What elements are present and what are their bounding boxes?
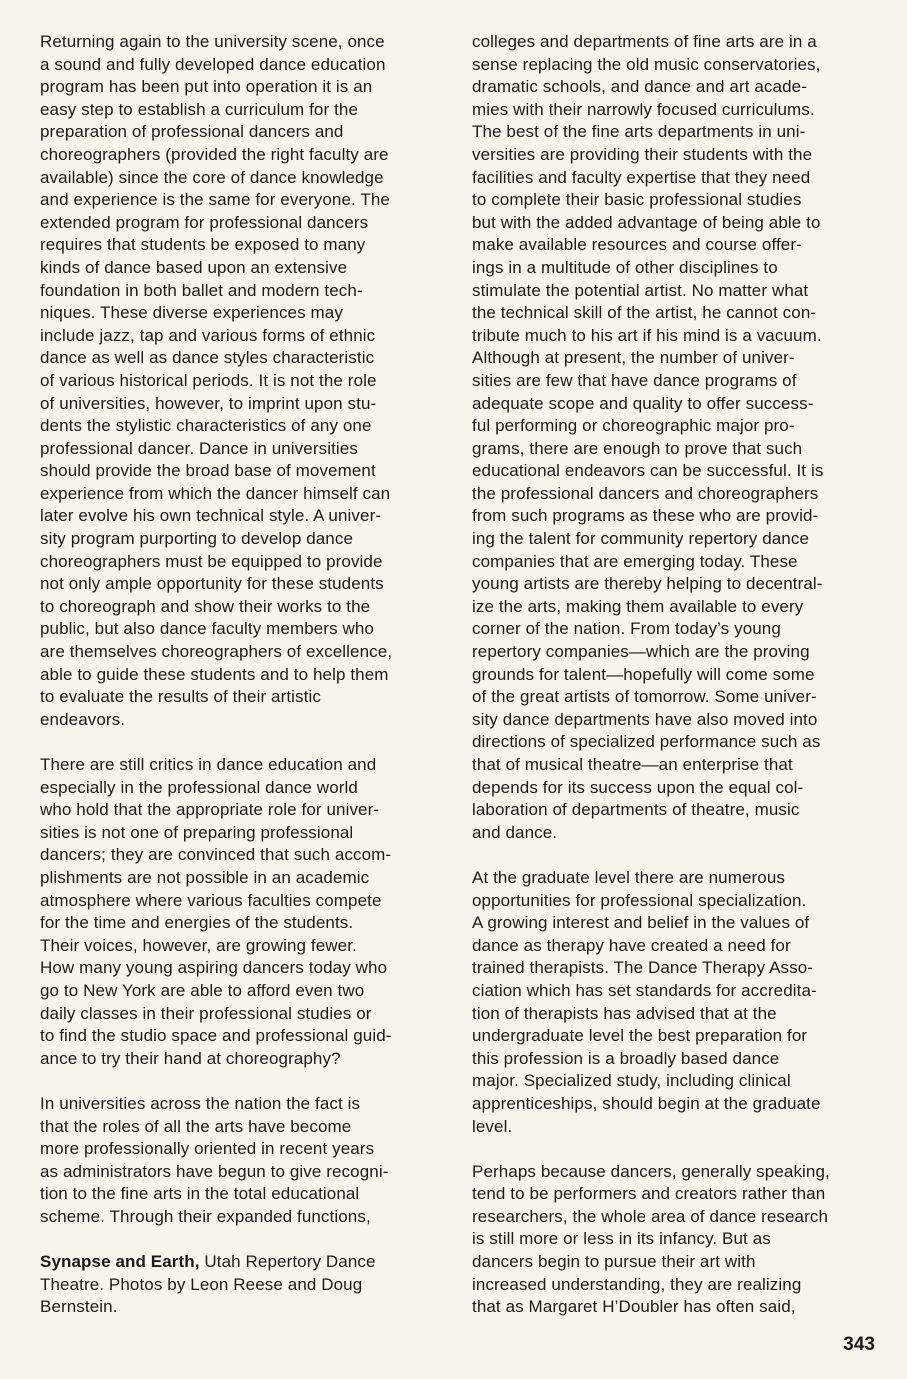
text-line: the technical skill of the artist, he cannot con- xyxy=(472,303,817,323)
text-line: sense replacing the old music conservatories, xyxy=(472,54,821,74)
text-line: include jazz, tap and various forms of ethnic xyxy=(40,325,376,345)
text-line: A growing interest and belief in the values of xyxy=(472,913,810,933)
text-line: plishments are not possible in an academic xyxy=(40,867,370,887)
text-line: daily classes in their professional studies or xyxy=(40,1003,372,1023)
text-line: sity dance departments have also moved into xyxy=(472,709,818,729)
text-line: of the great artists of tomorrow. Some univer- xyxy=(472,687,817,707)
right-column xyxy=(472,31,882,1341)
text-line: public, but also dance faculty members who xyxy=(40,619,374,639)
text-line: young artists are thereby helping to decentral- xyxy=(472,574,823,594)
text-line: corner of the nation. From today’s young xyxy=(472,619,781,639)
text-line: dancers; they are convinced that such accom- xyxy=(40,845,392,865)
text-line: colleges and departments of fine arts are in a xyxy=(472,32,817,51)
text-line: grams, there are enough to prove that such xyxy=(472,438,803,458)
text-line: ize the arts, making them available to every xyxy=(472,596,804,616)
text-line: tion of therapists has advised that at the xyxy=(472,1003,777,1023)
text-line: dramatic schools, and dance and art acade- xyxy=(472,77,807,97)
text-line: ing the talent for community repertory dance xyxy=(472,529,810,549)
text-line: endeavors. xyxy=(40,709,126,729)
paragraph xyxy=(40,754,440,1070)
text-line: more professionally oriented in recent years xyxy=(40,1139,375,1159)
text-line: researchers, the whole area of dance research xyxy=(472,1206,829,1226)
text-line: sities is not one of preparing professional xyxy=(40,822,354,842)
text-line: requires that students be exposed to many xyxy=(40,235,366,255)
text-line: available) since the core of dance knowledge xyxy=(40,167,384,187)
text-line: go to New York are able to afford even two xyxy=(40,980,365,1000)
text-line: sity program purporting to develop dance xyxy=(40,529,354,549)
text-line: of various historical periods. It is not the role xyxy=(40,370,377,390)
text-line: a sound and fully developed dance education xyxy=(40,54,386,74)
text-line: to evaluate the results of their artistic xyxy=(40,687,321,707)
page-number: 343 xyxy=(843,1334,875,1355)
text-line: In universities across the nation the fact is xyxy=(40,1093,361,1113)
text-line: Their voices, however, are growing fewer. xyxy=(40,935,357,955)
caption-text: Utah Repertory Dance xyxy=(199,1252,376,1272)
text-line: niques. These diverse experiences may xyxy=(40,303,343,323)
text-line: from such programs as these who are provid- xyxy=(472,506,819,526)
text-line: atmosphere where various faculties compete xyxy=(40,890,382,910)
text-line: the professional dancers and choreographers xyxy=(472,483,819,503)
paragraph xyxy=(472,31,882,844)
text-line: program has been put into operation it is an xyxy=(40,77,373,97)
text-line: foundation in both ballet and modern tech- xyxy=(40,280,363,300)
text-line: and experience is the same for everyone. The xyxy=(40,190,390,210)
text-line: that the roles of all the arts have become xyxy=(40,1116,352,1136)
text-line: who hold that the appropriate role for univer- xyxy=(40,800,380,820)
text-line: dance as well as dance styles characteristic xyxy=(40,348,375,368)
text-line: major. Specialized study, including clinical xyxy=(472,1071,791,1091)
caption-line xyxy=(40,1251,440,1274)
text-line: sities are few that have dance programs of xyxy=(472,370,797,390)
text-line: to find the studio space and professional guid- xyxy=(40,1026,392,1046)
text-line: There are still critics in dance education and xyxy=(40,755,377,774)
text-line: that of musical theatre—an enterprise that xyxy=(472,755,793,774)
text-line: tend to be performers and creators rather than xyxy=(472,1184,826,1204)
text-line: How many young aspiring dancers today who xyxy=(40,958,388,978)
text-line: adequate scope and quality to offer success- xyxy=(472,393,814,413)
text-line: experience from which the dancer himself can xyxy=(40,483,391,503)
text-line: tion to the fine arts in the total educational xyxy=(40,1184,360,1204)
text-line: depends for its success upon the equal col- xyxy=(472,777,804,797)
text-line: trained therapists. The Dance Therapy Asso- xyxy=(472,958,814,978)
text-line: preparation of professional dancers and xyxy=(40,122,344,142)
caption-line: Bernstein. xyxy=(40,1297,118,1317)
text-line: Perhaps because dancers, generally speaking, xyxy=(472,1161,830,1181)
text-line: stimulate the potential artist. No matter what xyxy=(472,280,809,300)
text-line: ance to try their hand at choreography? xyxy=(40,1048,341,1068)
text-line: easy step to establish a curriculum for the xyxy=(40,99,359,119)
left-column xyxy=(40,31,440,1319)
text-line: Returning again to the university scene, once xyxy=(40,32,385,51)
text-line: professional dancer. Dance in universities xyxy=(40,438,358,458)
text-line: versities are providing their students with the xyxy=(472,144,813,164)
left-column-body xyxy=(40,31,440,1228)
text-line: but with the added advantage of being able to xyxy=(472,212,821,232)
text-line: At the graduate level there are numerous xyxy=(472,867,786,887)
text-line: The best of the fine arts departments in uni- xyxy=(472,122,806,142)
photo-caption xyxy=(40,1251,440,1319)
text-line: companies that are emerging today. These xyxy=(472,551,798,571)
text-line: ciation which has set standards for accredita- xyxy=(472,980,817,1000)
paragraph xyxy=(472,867,882,1138)
text-line: dents the stylistic characteristics of any one xyxy=(40,416,372,436)
paragraph xyxy=(472,1161,882,1319)
text-line: kinds of dance based upon an extensive xyxy=(40,257,348,277)
text-line: to choreograph and show their works to the xyxy=(40,596,371,616)
text-line: this profession is a broadly based dance xyxy=(472,1048,780,1068)
text-line: ful performing or choreographic major pro- xyxy=(472,416,795,436)
text-line: to complete their basic professional studies xyxy=(472,190,802,210)
text-line: educational endeavors can be successful. It is xyxy=(472,461,824,481)
text-line: grounds for talent—hopefully will come some xyxy=(472,664,815,684)
text-line: increased understanding, they are realizing xyxy=(472,1274,802,1294)
text-line: mies with their narrowly focused curriculums. xyxy=(472,99,815,119)
paragraph xyxy=(40,31,440,731)
text-line: able to guide these students and to help them xyxy=(40,664,389,684)
caption-title: Synapse and Earth, xyxy=(40,1252,200,1272)
text-line: not only ample opportunity for these students xyxy=(40,574,384,594)
text-line: and dance. xyxy=(472,822,558,842)
text-line: extended program for professional dancers xyxy=(40,212,369,232)
text-line: Although at present, the number of univer- xyxy=(472,348,795,368)
text-line: ings in a multitude of other disciplines to xyxy=(472,257,778,277)
text-line: tribute much to his art if his mind is a vacuum. xyxy=(472,325,822,345)
text-line: are themselves choreographers of excellence, xyxy=(40,642,393,662)
caption-line: Theatre. Photos by Leon Reese and Doug xyxy=(40,1274,363,1294)
text-line: of universities, however, to imprint upon stu- xyxy=(40,393,377,413)
text-line: undergraduate level the best preparation for xyxy=(472,1026,808,1046)
text-line: apprenticeships, should begin at the graduate xyxy=(472,1093,821,1113)
text-line: laboration of departments of theatre, music xyxy=(472,800,800,820)
text-line: opportunities for professional specialization. xyxy=(472,890,807,910)
text-line: for the time and energies of the students. xyxy=(40,913,354,933)
text-line: make available resources and course offer- xyxy=(472,235,802,255)
text-line: is still more or less in its infancy. But as xyxy=(472,1229,771,1249)
text-line: later evolve his own technical style. A univer- xyxy=(40,506,382,526)
text-line: should provide the broad base of movement xyxy=(40,461,376,481)
text-line: that as Margaret H’Doubler has often said, xyxy=(472,1297,796,1317)
text-line: especially in the professional dance world xyxy=(40,777,358,797)
text-line: dance as therapy have created a need for xyxy=(472,935,791,955)
text-line: choreographers must be equipped to provide xyxy=(40,551,383,571)
text-line: scheme. Through their expanded functions, xyxy=(40,1206,371,1226)
text-line: facilities and faculty expertise that they need xyxy=(472,167,811,187)
paragraph xyxy=(40,1093,440,1229)
text-line: repertory companies—which are the proving xyxy=(472,642,810,662)
text-line: level. xyxy=(472,1116,513,1136)
text-line: dancers begin to pursue their art with xyxy=(472,1252,756,1272)
text-line: as administrators have begun to give recogni- xyxy=(40,1161,389,1181)
text-line: directions of specialized performance such as xyxy=(472,732,821,752)
right-column-body xyxy=(472,31,882,1319)
text-line: choreographers (provided the right faculty are xyxy=(40,144,389,164)
